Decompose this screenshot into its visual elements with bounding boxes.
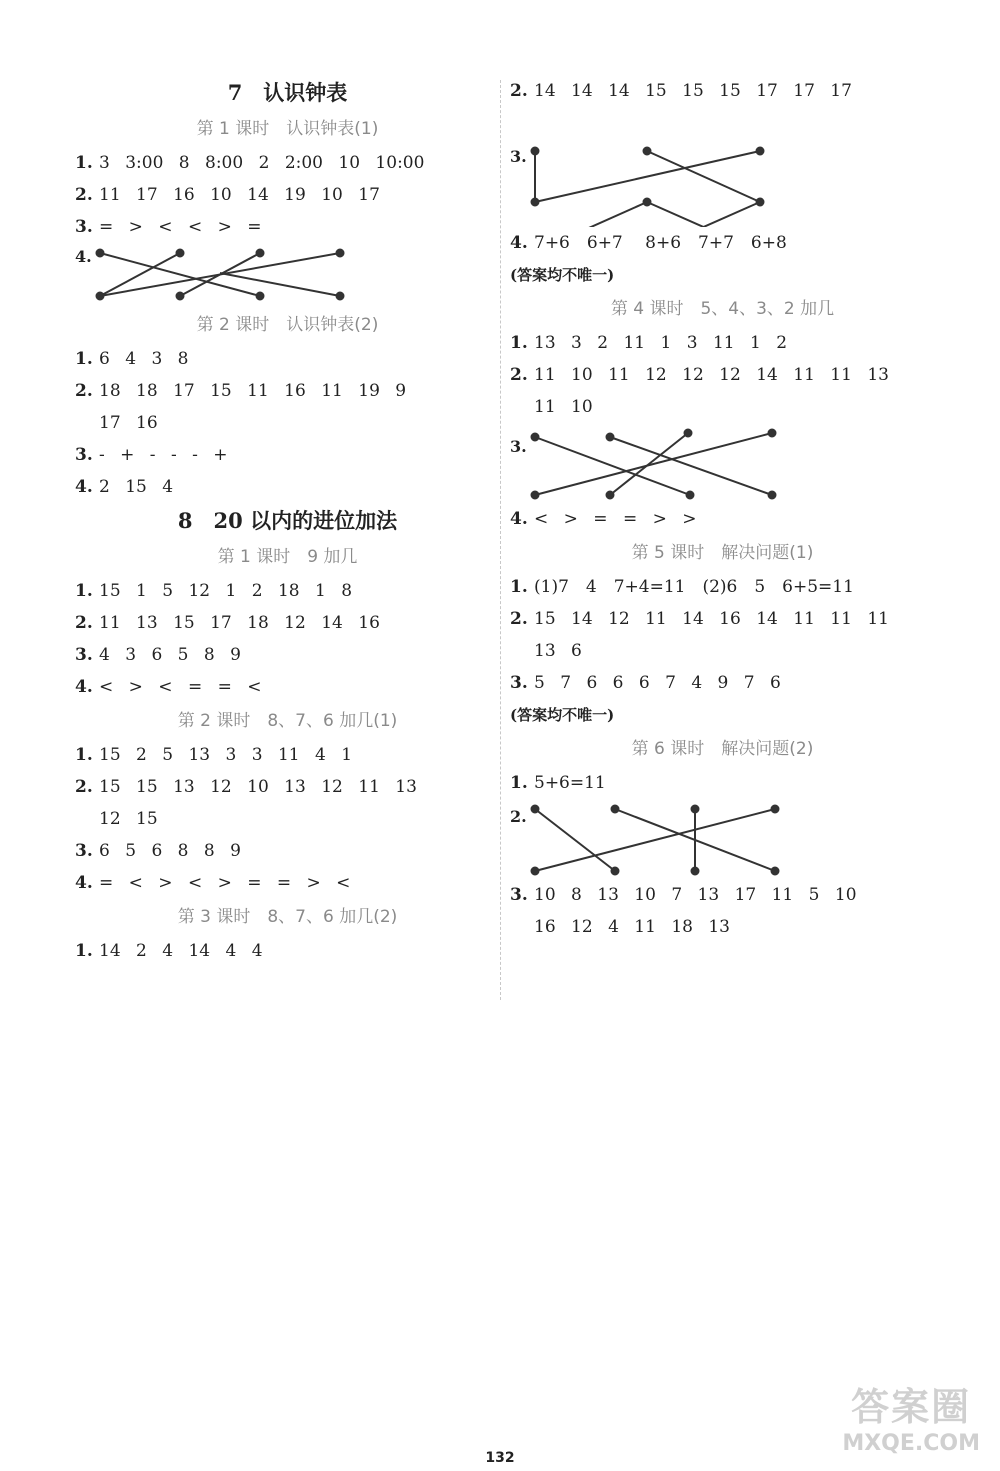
question-number: 3.	[75, 445, 93, 465]
answer-line	[75, 671, 500, 703]
answer-values: 18 18 17 15 11 16 11 19 9	[99, 381, 407, 401]
answer-line	[510, 75, 935, 107]
question-number: 3.	[510, 147, 527, 166]
question-number: 1.	[75, 581, 93, 601]
matching-lines	[510, 423, 810, 503]
answer-values: 11 10 11 12 12 12 14 11 11 13	[534, 365, 889, 385]
question-number: 2.	[75, 777, 93, 797]
lesson-title: 第 1 课时 认识钟表(1)	[196, 119, 379, 139]
question-number: 1.	[75, 941, 93, 961]
answer-note: (答案均不唯一)	[510, 706, 615, 724]
answer-line	[75, 179, 500, 211]
chapter-7-title: 7 认识钟表	[227, 80, 348, 105]
question-number: 1.	[75, 153, 93, 173]
question-number: 4.	[75, 247, 92, 266]
question-number: 1.	[510, 333, 528, 353]
lesson-title: 第 4 课时 5、4、3、2 加几	[610, 299, 835, 319]
question-number: 2.	[510, 609, 528, 629]
matching-diagram	[75, 243, 500, 307]
answer-line	[510, 571, 935, 603]
question-number: 4.	[75, 477, 93, 497]
lesson-title: 第 6 课时 解决问题(2)	[631, 739, 814, 759]
answer-values: 15 15 13 12 10 13 12 11 13	[99, 777, 417, 797]
answer-values: = < > < > = = > <	[99, 873, 351, 893]
answer-line	[75, 771, 500, 803]
answer-line	[75, 835, 500, 867]
lesson-title: 第 2 课时 认识钟表(2)	[196, 315, 379, 335]
question-number: 2.	[75, 185, 93, 205]
question-number: 2.	[75, 613, 93, 633]
answer-line-continued: 17 16	[99, 413, 158, 433]
question-number: 2.	[75, 381, 93, 401]
answer-values: 2 15 4	[99, 477, 174, 497]
answer-line-continued: 11 10	[534, 397, 593, 417]
answer-line	[75, 147, 500, 179]
answer-line	[75, 439, 500, 471]
answer-values: 15 1 5 12 1 2 18 1 8	[99, 581, 353, 601]
answer-values: 7+6 6+7 8+6 7+7 6+8	[534, 233, 787, 253]
answer-line	[510, 879, 935, 911]
answer-values: 6 4 3 8	[99, 349, 189, 369]
answer-line-continued: 13 6	[534, 641, 582, 661]
answer-values: 10 8 13 10 7 13 17 11 5 10	[534, 885, 857, 905]
question-number: 1.	[510, 577, 528, 597]
question-number: 3.	[75, 841, 93, 861]
answer-values: - + - - - +	[99, 445, 228, 465]
matching-lines	[75, 243, 375, 307]
answer-line	[75, 575, 500, 607]
answer-line	[75, 375, 500, 407]
matching-diagram	[510, 107, 935, 227]
watermark	[842, 1376, 980, 1456]
answer-line	[75, 935, 500, 967]
watermark-logo: 答案圈	[851, 1385, 972, 1429]
answer-line	[75, 739, 500, 771]
question-number: 2.	[510, 365, 528, 385]
answer-line	[75, 471, 500, 503]
answer-line	[75, 211, 500, 243]
answer-line	[75, 607, 500, 639]
question-number: 3.	[510, 437, 527, 456]
answer-values: 14 14 14 15 15 15 17 17 17	[534, 81, 852, 101]
answer-line	[510, 227, 935, 259]
matching-lines	[510, 799, 810, 879]
answer-values: 6 5 6 8 8 9	[99, 841, 241, 861]
chapter-8-title: 8 20 以内的进位加法	[177, 508, 398, 533]
answer-line	[510, 667, 935, 699]
left-column	[75, 75, 500, 967]
answer-values: 11 13 15 17 18 12 14 16	[99, 613, 380, 633]
answer-line	[510, 767, 935, 799]
answer-line	[75, 867, 500, 899]
matching-lines	[510, 107, 810, 227]
right-column	[510, 75, 935, 943]
matching-diagram	[510, 799, 935, 879]
answer-values: 3 3:00 8 8:00 2 2:00 10 10:00	[99, 153, 425, 173]
question-number: 3.	[75, 217, 93, 237]
question-number: 4.	[75, 677, 93, 697]
lesson-title: 第 2 课时 8、7、6 加几(1)	[177, 711, 398, 731]
lesson-title: 第 5 课时 解决问题(1)	[631, 543, 814, 563]
question-number: 2.	[510, 807, 527, 826]
answer-line-continued: 12 15	[99, 809, 158, 829]
answer-values: < > = = > >	[534, 509, 697, 529]
answer-line	[510, 359, 935, 391]
column-divider	[500, 80, 501, 1000]
lesson-title: 第 3 课时 8、7、6 加几(2)	[177, 907, 398, 927]
answer-values: (1)7 4 7+4=11 (2)6 5 6+5=11	[534, 577, 854, 597]
question-number: 1.	[510, 773, 528, 793]
answer-values: 4 3 6 5 8 9	[99, 645, 241, 665]
question-number: 2.	[510, 81, 528, 101]
matching-diagram	[510, 423, 935, 503]
question-number: 1.	[75, 349, 93, 369]
answer-line	[75, 639, 500, 671]
question-number: 4.	[510, 233, 528, 253]
answer-line	[75, 343, 500, 375]
answer-values: 15 2 5 13 3 3 11 4 1	[99, 745, 353, 765]
answer-values: < > < = = <	[99, 677, 262, 697]
answer-values: 5+6=11	[534, 773, 606, 793]
answer-values: 15 14 12 11 14 16 14 11 11 11	[534, 609, 889, 629]
answer-values: = > < < > =	[99, 217, 262, 237]
answer-values: 13 3 2 11 1 3 11 1 2	[534, 333, 788, 353]
answer-values: 5 7 6 6 6 7 4 9 7 6	[534, 673, 781, 693]
question-number: 3.	[510, 885, 528, 905]
answer-line-continued: 16 12 4 11 18 13	[534, 917, 730, 937]
question-number: 3.	[510, 673, 528, 693]
question-number: 3.	[75, 645, 93, 665]
watermark-site: MXQE.COM	[842, 1431, 980, 1456]
lesson-title: 第 1 课时 9 加几	[217, 547, 358, 567]
page-number: 132	[485, 1450, 515, 1466]
answer-line	[510, 603, 935, 635]
question-number: 4.	[510, 509, 528, 529]
answer-values: 14 2 4 14 4 4	[99, 941, 263, 961]
answer-line	[510, 327, 935, 359]
question-number: 1.	[75, 745, 93, 765]
question-number: 4.	[75, 873, 93, 893]
answer-line	[510, 503, 935, 535]
answer-note: (答案均不唯一)	[510, 266, 615, 284]
answer-values: 11 17 16 10 14 19 10 17	[99, 185, 380, 205]
